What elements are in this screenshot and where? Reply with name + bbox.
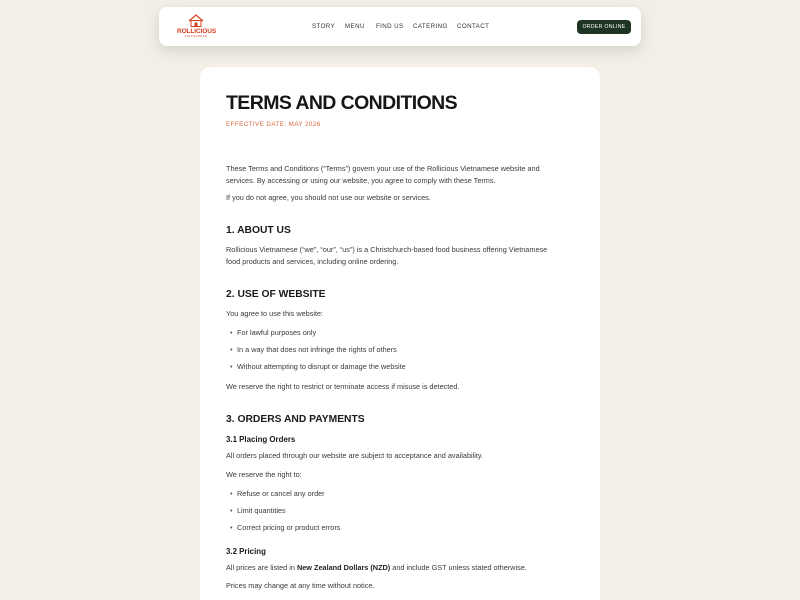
about-paragraph (226, 244, 581, 268)
list-item: • Correct pricing or product errors (230, 523, 341, 532)
list-item: • Limit quantities (230, 506, 286, 515)
bullet-icon: • (230, 328, 233, 337)
intro-line: These Terms and Conditions (“Terms”) govern your use of the Rollicious Vietnamese website and (226, 164, 540, 173)
logo[interactable] (177, 14, 215, 40)
about-line: food products and services, including online ordering. (226, 257, 399, 266)
bullet-icon: • (230, 523, 233, 532)
bullet-icon: • (230, 506, 233, 515)
nav-find-us[interactable]: FIND US (376, 23, 404, 30)
order-online-button[interactable]: ORDER ONLINE (577, 20, 631, 34)
currency-emphasis: New Zealand Dollars (NZD) (296, 563, 391, 572)
subheading-pricing: 3.2 Pricing (226, 547, 266, 556)
site-header (159, 7, 641, 46)
pricing-note: Prices may change at any time without notice. (226, 581, 375, 590)
orders-paragraph: All orders placed through our website are subject to acceptance and availability. (226, 451, 484, 460)
nav-contact[interactable]: CONTACT (457, 23, 490, 30)
bullet-icon: • (230, 489, 233, 498)
list-item: • Refuse or cancel any order (230, 489, 325, 498)
intro-disclaimer: If you do not agree, you should not use our website or services. (226, 193, 431, 202)
section-heading-orders: 3. ORDERS AND PAYMENTS (226, 414, 365, 425)
intro-paragraph (226, 163, 581, 187)
house-icon (188, 14, 204, 27)
list-item: • In a way that does not infringe the rights of others (230, 345, 397, 354)
bullet-icon: • (230, 345, 233, 354)
nav-story[interactable]: STORY (312, 23, 336, 30)
logo-text: ROLLICIOUS (177, 28, 217, 35)
page-title: TERMS AND CONDITIONS (226, 92, 458, 114)
nav-catering[interactable]: CATERING (413, 23, 448, 30)
section-heading-use: 2. USE OF WEBSITE (226, 289, 326, 300)
pricing-paragraph: All prices are listed in New Zealand Dollars (NZD) and include GST unless stated otherwise. (226, 563, 527, 572)
orders-lead: We reserve the right to: (226, 470, 302, 479)
section-heading-about: 1. ABOUT US (226, 225, 291, 236)
use-lead: You agree to use this website: (226, 309, 324, 318)
about-line: Rollicious Vietnamese (“we”, “our”, “us”) is a Christchurch-based food business offering Vietnamese (226, 245, 548, 254)
subheading-placing-orders: 3.1 Placing Orders (226, 435, 296, 444)
intro-line: services. By accessing or using our website, you agree to comply with these Terms. (226, 176, 496, 185)
effective-date: EFFECTIVE DATE: MAY 2026 (226, 121, 321, 128)
use-closing: We reserve the right to restrict or terminate access if misuse is detected. (226, 382, 460, 391)
list-item: • For lawful purposes only (230, 328, 317, 337)
nav-menu[interactable]: MENU (345, 23, 365, 30)
logo-subtext: VIETNAMESE (184, 35, 208, 38)
list-item: • Without attempting to disrupt or damage the website (230, 362, 406, 371)
bullet-icon: • (230, 362, 233, 371)
